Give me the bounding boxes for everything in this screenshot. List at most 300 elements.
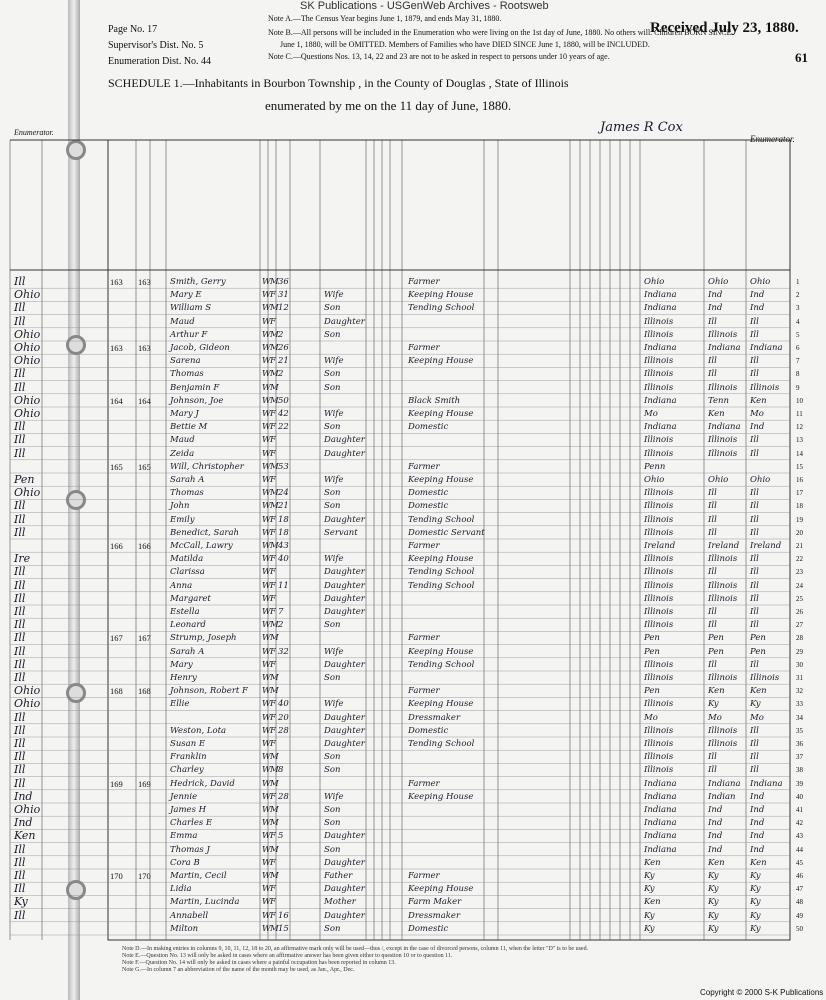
left-margin-birthplace: Ill bbox=[14, 605, 26, 618]
mother-birthplace-cell: Pen bbox=[750, 646, 766, 657]
father-birthplace-cell: Ky bbox=[708, 871, 719, 881]
color-cell: W bbox=[262, 699, 271, 710]
footer-notes bbox=[122, 946, 772, 974]
occupation-cell: Keeping House bbox=[408, 646, 474, 657]
person-name: Johnson, Joe bbox=[170, 395, 224, 406]
person-name: Sarah A bbox=[170, 475, 205, 485]
mother-birthplace-cell: Ill bbox=[750, 369, 759, 380]
birthplace-cell: Indiana bbox=[644, 844, 677, 855]
birthplace-cell: Illinois bbox=[644, 382, 674, 393]
sex-cell: F bbox=[270, 791, 276, 802]
age-cell: 5 bbox=[278, 831, 284, 842]
left-margin-birthplace: Ill bbox=[14, 380, 26, 394]
person-name: Thomas bbox=[170, 369, 204, 380]
father-birthplace-cell: Ill bbox=[708, 316, 717, 327]
occupation-cell: Domestic bbox=[408, 725, 449, 736]
father-birthplace-cell: Ill bbox=[708, 501, 717, 512]
sex-cell: M bbox=[270, 343, 279, 353]
age-cell: 26 bbox=[278, 343, 289, 353]
left-margin-birthplace: Ohio bbox=[14, 486, 41, 500]
color-cell: W bbox=[262, 488, 271, 499]
birthplace-cell: Illinois bbox=[644, 316, 674, 327]
sex-cell: F bbox=[270, 646, 276, 657]
person-name: Charley bbox=[170, 765, 204, 776]
row-number: 16 bbox=[796, 476, 803, 484]
relationship-cell: Mother bbox=[324, 897, 356, 908]
birthplace-cell: Illinois bbox=[644, 435, 674, 446]
left-margin-birthplace: Ill bbox=[14, 763, 26, 777]
father-birthplace-cell: Ky bbox=[708, 897, 719, 908]
father-birthplace-cell: Ky bbox=[708, 910, 719, 921]
mother-birthplace-cell: Ill bbox=[750, 329, 759, 340]
color-cell: W bbox=[262, 633, 271, 644]
left-margin-birthplace: Ken bbox=[14, 829, 36, 843]
row-number: 10 bbox=[796, 396, 803, 405]
color-cell: W bbox=[262, 343, 271, 353]
row-number: 26 bbox=[796, 608, 803, 616]
left-enumerator-label: Enumerator. bbox=[14, 128, 54, 137]
enumeration-dist: Enumeration Dist. No. 44 bbox=[108, 56, 212, 67]
sex-cell: F bbox=[270, 712, 276, 723]
occupation-cell: Farmer bbox=[408, 461, 440, 472]
dwelling-number: 164 bbox=[110, 395, 123, 406]
note-b: Note B.—All persons will be included in the Enumeration who were living on the 1st day of June, 1880. No others will. Children BORN SINCE bbox=[268, 28, 732, 37]
occupation-cell: Tending School bbox=[408, 514, 475, 525]
left-margin-birthplace: Ill bbox=[14, 499, 26, 513]
father-birthplace-cell: Pen bbox=[708, 633, 724, 644]
left-margin-birthplace: Ill bbox=[14, 367, 26, 381]
mother-birthplace-cell: Ill bbox=[750, 752, 759, 763]
person-name: Martin, Lucinda bbox=[170, 897, 240, 908]
age-cell: 11 bbox=[278, 580, 289, 591]
birthplace-cell: Illinois bbox=[644, 659, 674, 670]
color-cell: W bbox=[262, 316, 271, 327]
birthplace-cell: Illinois bbox=[644, 554, 674, 565]
age-cell: 20 bbox=[278, 712, 289, 723]
birthplace-cell: Illinois bbox=[644, 527, 674, 538]
person-name: Jennie bbox=[170, 791, 198, 802]
relationship-cell: Daughter bbox=[324, 910, 365, 921]
birthplace-cell: Pen bbox=[644, 646, 660, 657]
birthplace-cell: Ky bbox=[644, 884, 655, 895]
age-cell: 31 bbox=[278, 290, 289, 301]
relationship-cell: Daughter bbox=[324, 448, 365, 459]
father-birthplace-cell: Pen bbox=[708, 646, 724, 657]
sex-cell: F bbox=[270, 739, 276, 749]
mother-birthplace-cell: Ind bbox=[750, 791, 765, 802]
row-number: 39 bbox=[796, 779, 803, 788]
birthplace-cell: Pen bbox=[644, 633, 660, 644]
note-f: Note F.—Question No. 14 will only be asked in cases where a painful occupation has been reported in column 13. bbox=[122, 960, 396, 966]
page-no: Page No. 17 bbox=[108, 24, 158, 35]
father-birthplace-cell: Illinois bbox=[708, 329, 738, 340]
relationship-cell: Son bbox=[324, 765, 341, 776]
age-cell: 12 bbox=[278, 303, 289, 314]
row-number: 47 bbox=[796, 885, 803, 894]
person-name: Estella bbox=[170, 607, 200, 617]
father-birthplace-cell: Illinois bbox=[708, 435, 738, 446]
left-margin-birthplace: Ohio bbox=[14, 327, 41, 341]
left-margin-birthplace: Ill bbox=[14, 882, 26, 896]
row-number: 19 bbox=[796, 515, 803, 524]
dwelling-number: 163 bbox=[110, 343, 123, 353]
occupation-cell: Keeping House bbox=[408, 791, 474, 802]
row-number: 27 bbox=[796, 621, 803, 630]
relationship-cell: Servant bbox=[324, 527, 358, 538]
age-cell: 2 bbox=[278, 329, 284, 340]
mother-birthplace-cell: Ind bbox=[750, 818, 765, 829]
birthplace-cell: Mo bbox=[644, 712, 658, 723]
sex-cell: F bbox=[270, 316, 276, 327]
father-birthplace-cell: Illinois bbox=[708, 725, 738, 736]
birthplace-cell: Ohio bbox=[644, 277, 665, 287]
person-name: Thomas J bbox=[170, 844, 210, 855]
color-cell: W bbox=[262, 329, 271, 340]
birthplace-cell: Illinois bbox=[644, 329, 674, 340]
father-birthplace-cell: Ind bbox=[708, 831, 723, 842]
father-birthplace-cell: Illinois bbox=[708, 448, 738, 459]
row-number: 32 bbox=[796, 687, 803, 696]
occupation-cell: Keeping House bbox=[408, 554, 474, 565]
sex-cell: F bbox=[270, 475, 276, 485]
page-number: 61 bbox=[795, 50, 808, 65]
father-birthplace-cell: Ill bbox=[708, 567, 717, 578]
occupation-cell: Keeping House bbox=[408, 884, 474, 895]
left-margin-birthplace: Ill bbox=[14, 565, 26, 579]
relationship-cell: Wife bbox=[324, 646, 344, 657]
father-birthplace-cell: Illinois bbox=[708, 382, 738, 393]
color-cell: W bbox=[262, 409, 271, 419]
copyright: Copyright © 2000 S-K Publications bbox=[700, 988, 824, 997]
age-cell: 21 bbox=[278, 356, 289, 367]
color-cell: W bbox=[262, 303, 271, 314]
birthplace-cell: Ireland bbox=[644, 541, 676, 551]
relationship-cell: Son bbox=[324, 303, 341, 314]
father-birthplace-cell: Illinois bbox=[708, 593, 738, 604]
occupation-cell: Domestic bbox=[408, 488, 449, 499]
note-a: Note A.—The Census Year begins June 1, 1879, and ends May 31, 1880. bbox=[268, 14, 502, 23]
color-cell: W bbox=[262, 290, 271, 301]
sex-cell: M bbox=[270, 329, 279, 340]
mother-birthplace-cell: Ken bbox=[750, 857, 767, 868]
person-name: Will, Christopher bbox=[170, 461, 244, 472]
color-cell: W bbox=[262, 765, 271, 776]
mother-birthplace-cell: Ill bbox=[750, 316, 759, 327]
relationship-cell: Son bbox=[324, 369, 341, 380]
occupation-cell: Farmer bbox=[408, 778, 440, 789]
father-birthplace-cell: Mo bbox=[708, 712, 722, 723]
father-birthplace-cell: Ind bbox=[708, 303, 723, 314]
color-cell: W bbox=[262, 620, 271, 631]
mother-birthplace-cell: Ill bbox=[750, 739, 759, 749]
mother-birthplace-cell: Ill bbox=[750, 765, 759, 776]
relationship-cell: Daughter bbox=[324, 607, 365, 617]
person-name: Smith, Gerry bbox=[170, 277, 226, 287]
color-cell: W bbox=[262, 818, 271, 829]
person-name: Mary J bbox=[170, 409, 199, 419]
relationship-cell: Daughter bbox=[324, 435, 365, 446]
person-name: Bettie M bbox=[170, 422, 208, 433]
relationship-cell: Daughter bbox=[324, 580, 365, 591]
relationship-cell: Son bbox=[324, 752, 341, 763]
left-margin-birthplace: Ill bbox=[14, 631, 26, 645]
age-cell: 21 bbox=[278, 501, 289, 512]
person-name: Johnson, Robert F bbox=[170, 686, 248, 697]
sex-cell: M bbox=[270, 461, 279, 472]
row-number: 5 bbox=[796, 330, 800, 339]
left-margin-birthplace: Ill bbox=[14, 723, 26, 737]
birthplace-cell: Illinois bbox=[644, 699, 674, 710]
relationship-cell: Wife bbox=[324, 699, 344, 710]
person-name: Martin, Cecil bbox=[170, 871, 227, 881]
occupation-cell: Domestic bbox=[408, 501, 449, 512]
sex-cell: F bbox=[270, 699, 276, 710]
person-name: Benjamin F bbox=[170, 382, 220, 393]
row-number: 46 bbox=[796, 872, 803, 880]
sex-cell: M bbox=[270, 303, 279, 314]
age-cell: 50 bbox=[278, 395, 289, 406]
color-cell: W bbox=[262, 277, 271, 287]
father-birthplace-cell: Ky bbox=[708, 923, 719, 934]
mother-birthplace-cell: Ky bbox=[750, 897, 761, 908]
sex-cell: M bbox=[270, 805, 279, 815]
color-cell: W bbox=[262, 752, 271, 763]
father-birthplace-cell: Ireland bbox=[708, 541, 740, 551]
mother-birthplace-cell: Ill bbox=[750, 527, 759, 538]
dwelling-number: 168 bbox=[110, 686, 123, 697]
father-birthplace-cell: Illinois bbox=[708, 580, 738, 591]
age-cell: 28 bbox=[278, 791, 289, 802]
father-birthplace-cell: Ill bbox=[708, 620, 717, 631]
person-name: Maud bbox=[170, 435, 195, 446]
person-name: Sarena bbox=[170, 356, 201, 367]
mother-birthplace-cell: Ky bbox=[750, 871, 761, 881]
birthplace-cell: Indiana bbox=[644, 395, 677, 406]
occupation-cell: Farmer bbox=[408, 633, 440, 644]
relationship-cell: Son bbox=[324, 329, 341, 340]
relationship-cell: Wife bbox=[324, 791, 344, 802]
father-birthplace-cell: Ohio bbox=[708, 277, 729, 287]
sex-cell: M bbox=[270, 501, 279, 512]
mother-birthplace-cell: Ill bbox=[750, 620, 759, 631]
color-cell: W bbox=[262, 527, 271, 538]
color-cell: W bbox=[262, 461, 271, 472]
relationship-cell: Daughter bbox=[324, 316, 365, 327]
sex-cell: M bbox=[270, 395, 279, 406]
mother-birthplace-cell: Ill bbox=[750, 593, 759, 604]
color-cell: W bbox=[262, 593, 271, 604]
color-cell: W bbox=[262, 501, 271, 512]
age-cell: 8 bbox=[278, 765, 284, 776]
mother-birthplace-cell: Ind bbox=[750, 303, 765, 314]
row-number: 15 bbox=[796, 462, 803, 471]
color-cell: W bbox=[262, 725, 271, 736]
occupation-cell: Domestic bbox=[408, 923, 449, 934]
birthplace-cell: Illinois bbox=[644, 673, 674, 683]
sex-cell: M bbox=[270, 488, 279, 499]
mother-birthplace-cell: Ill bbox=[750, 554, 759, 565]
left-margin-birthplace: Ind bbox=[14, 816, 33, 830]
father-birthplace-cell: Illinois bbox=[708, 739, 738, 749]
sex-cell: M bbox=[270, 844, 279, 855]
row-number: 9 bbox=[796, 383, 800, 392]
occupation-cell: Keeping House bbox=[408, 290, 474, 301]
relationship-cell: Son bbox=[324, 805, 341, 815]
person-name: Clarissa bbox=[170, 567, 205, 578]
birthplace-cell: Illinois bbox=[644, 739, 674, 749]
relationship-cell: Son bbox=[324, 818, 341, 829]
birthplace-cell: Illinois bbox=[644, 501, 674, 512]
sex-cell: M bbox=[270, 752, 279, 763]
row-number: 41 bbox=[796, 806, 803, 814]
sex-cell: F bbox=[270, 910, 276, 921]
birthplace-cell: Illinois bbox=[644, 580, 674, 591]
birthplace-cell: Ken bbox=[644, 897, 661, 908]
row-number: 42 bbox=[796, 819, 803, 828]
row-number: 4 bbox=[796, 317, 800, 326]
table-row bbox=[0, 922, 826, 937]
color-cell: W bbox=[262, 673, 271, 683]
person-name: Emma bbox=[170, 831, 198, 842]
person-name: Sarah A bbox=[170, 646, 205, 657]
row-number: 44 bbox=[796, 845, 803, 854]
mother-birthplace-cell: Ky bbox=[750, 910, 761, 921]
person-name: Weston, Lota bbox=[170, 725, 227, 736]
occupation-cell: Farmer bbox=[408, 277, 440, 287]
occupation-cell: Keeping House bbox=[408, 699, 474, 710]
left-margin-birthplace: Ill bbox=[14, 855, 26, 869]
color-cell: W bbox=[262, 395, 271, 406]
age-cell: 32 bbox=[278, 646, 289, 657]
father-birthplace-cell: Ill bbox=[708, 514, 717, 525]
occupation-cell: Dressmaker bbox=[408, 712, 461, 723]
sex-cell: F bbox=[270, 659, 276, 670]
sex-cell: F bbox=[270, 607, 276, 617]
mother-birthplace-cell: Ken bbox=[750, 395, 767, 406]
row-number: 50 bbox=[796, 924, 803, 933]
mother-birthplace-cell: Indiana bbox=[750, 343, 783, 353]
person-name: Charles E bbox=[170, 818, 213, 829]
sex-cell: M bbox=[270, 277, 279, 287]
sex-cell: F bbox=[270, 422, 276, 433]
age-cell: 18 bbox=[278, 514, 289, 525]
birthplace-cell: Illinois bbox=[644, 488, 674, 499]
sex-cell: M bbox=[270, 923, 279, 934]
person-name: Matilda bbox=[170, 554, 204, 565]
enumeration-line: enumerated by me on the 11 day of June, 1880. bbox=[265, 98, 512, 113]
mother-birthplace-cell: Indiana bbox=[750, 778, 783, 789]
row-number: 33 bbox=[796, 700, 803, 709]
relationship-cell: Daughter bbox=[324, 857, 365, 868]
received-stamp: Received July 23, 1880. bbox=[650, 20, 799, 36]
age-cell: 43 bbox=[278, 541, 289, 551]
row-number: 31 bbox=[796, 674, 803, 682]
color-cell: W bbox=[262, 356, 271, 367]
father-birthplace-cell: Ken bbox=[708, 409, 725, 419]
birthplace-cell: Illinois bbox=[644, 607, 674, 617]
row-number: 22 bbox=[796, 555, 803, 564]
row-number: 29 bbox=[796, 647, 803, 656]
person-name: Henry bbox=[170, 673, 197, 683]
father-birthplace-cell: Ky bbox=[708, 884, 719, 895]
left-margin-birthplace: Ill bbox=[14, 869, 26, 882]
birthplace-cell: Indiana bbox=[644, 422, 677, 433]
color-cell: W bbox=[262, 805, 271, 815]
relationship-cell: Son bbox=[324, 673, 341, 683]
color-cell: W bbox=[262, 910, 271, 921]
color-cell: W bbox=[262, 659, 271, 670]
sex-cell: M bbox=[270, 369, 279, 380]
occupation-cell: Dressmaker bbox=[408, 910, 461, 921]
left-margin-birthplace: Ill bbox=[14, 314, 26, 328]
birthplace-cell: Illinois bbox=[644, 593, 674, 604]
age-cell: 36 bbox=[278, 277, 289, 287]
person-name: Maud bbox=[170, 316, 195, 327]
color-cell: W bbox=[262, 567, 271, 578]
father-birthplace-cell: Indiana bbox=[708, 422, 741, 433]
sex-cell: F bbox=[270, 884, 276, 895]
left-margin-birthplace: Ohio bbox=[14, 684, 41, 698]
father-birthplace-cell: Ill bbox=[708, 607, 717, 617]
color-cell: W bbox=[262, 607, 271, 617]
father-birthplace-cell: Illinois bbox=[708, 554, 738, 565]
family-number: 168 bbox=[138, 686, 151, 697]
sex-cell: M bbox=[270, 541, 279, 551]
mother-birthplace-cell: Mo bbox=[750, 409, 764, 419]
birthplace-cell: Ky bbox=[644, 871, 655, 881]
father-birthplace-cell: Illinois bbox=[708, 673, 738, 683]
father-birthplace-cell: Indiana bbox=[708, 343, 741, 353]
row-number: 37 bbox=[796, 753, 803, 762]
color-cell: W bbox=[262, 791, 271, 802]
occupation-cell: Tending School bbox=[408, 580, 475, 591]
age-cell: 7 bbox=[278, 607, 284, 617]
relationship-cell: Daughter bbox=[324, 712, 365, 723]
age-cell: 18 bbox=[278, 527, 289, 538]
mother-birthplace-cell: Ill bbox=[750, 435, 759, 446]
left-margin-birthplace: Ohio bbox=[14, 393, 41, 407]
relationship-cell: Daughter bbox=[324, 725, 365, 736]
mother-birthplace-cell: Illinois bbox=[750, 382, 780, 393]
supervisor-dist: Supervisor's Dist. No. 5 bbox=[108, 40, 204, 51]
age-cell: 53 bbox=[278, 461, 289, 472]
sex-cell: M bbox=[270, 633, 279, 644]
sex-cell: M bbox=[270, 620, 279, 631]
birthplace-cell: Indiana bbox=[644, 805, 677, 815]
father-birthplace-cell: Ill bbox=[708, 527, 717, 538]
mother-birthplace-cell: Ill bbox=[750, 725, 759, 736]
father-birthplace-cell: Ind bbox=[708, 844, 723, 855]
row-number: 7 bbox=[796, 357, 800, 366]
father-birthplace-cell: Ill bbox=[708, 369, 717, 380]
family-number: 163 bbox=[138, 343, 151, 353]
mother-birthplace-cell: Ill bbox=[750, 659, 759, 670]
father-birthplace-cell: Ken bbox=[708, 857, 725, 868]
person-name: Lidia bbox=[170, 884, 192, 895]
family-number: 163 bbox=[138, 277, 151, 287]
age-cell: 16 bbox=[278, 910, 289, 921]
left-margin-birthplace: Ill bbox=[14, 644, 26, 658]
dwelling-number: 169 bbox=[110, 778, 123, 789]
birthplace-cell: Indiana bbox=[644, 778, 677, 789]
relationship-cell: Daughter bbox=[324, 739, 365, 749]
mother-birthplace-cell: Ind bbox=[750, 805, 765, 815]
father-birthplace-cell: Ill bbox=[708, 356, 717, 367]
sex-cell: M bbox=[270, 818, 279, 829]
left-margin-birthplace: Ohio bbox=[14, 354, 41, 368]
note-d: Note D.—In making entries in columns 9, 10, 11, 12, 18 to 20, an affirmative mark only will be used—thus /, except in the case of divorced persons, column 11, when the letter "D" is to be used. bbox=[122, 946, 589, 952]
birthplace-cell: Indiana bbox=[644, 831, 677, 842]
